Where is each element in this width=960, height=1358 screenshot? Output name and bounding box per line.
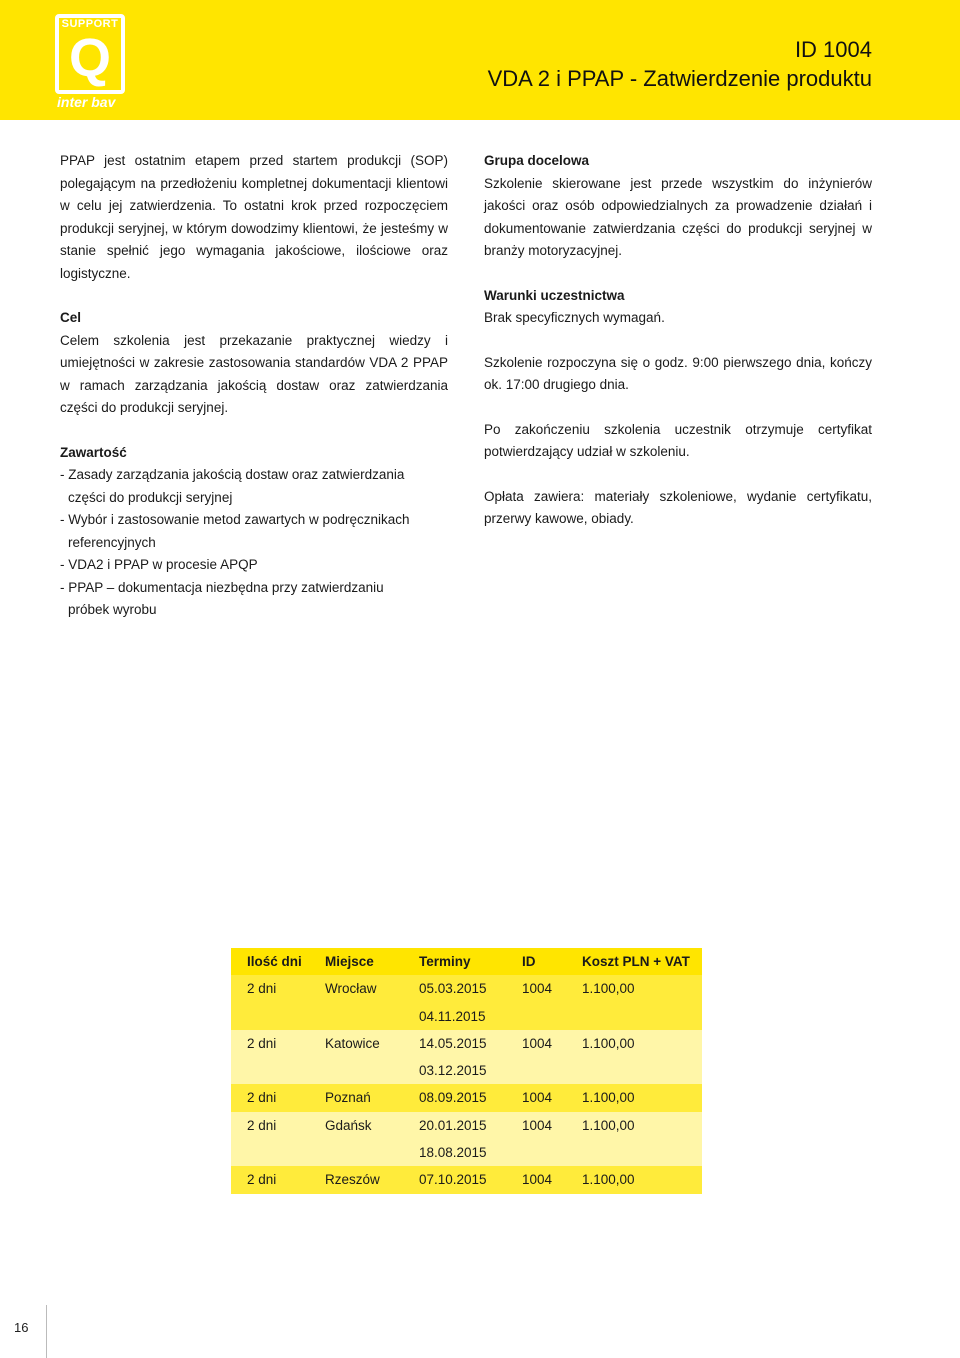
cell-days: 2 dni [247, 1035, 277, 1051]
conditions-paragraph: Brak specyficznych wymagań. [484, 310, 665, 325]
table-row [231, 1084, 702, 1111]
cell-days: 2 dni [247, 1117, 277, 1133]
target-heading: Grupa docelowa [484, 153, 590, 168]
cell-cost: 1.100,00 [582, 1090, 635, 1106]
support-q-logo [55, 14, 125, 112]
list-item: części do produkcji seryjnej [68, 489, 233, 505]
cell-date: 20.01.2015 [419, 1117, 487, 1133]
left-column [60, 150, 448, 622]
goal-paragraph: Celem szkolenia jest przekazanie praktycznej wiedzy i umiejętności w zakresie zastosowania standardów VDA 2 PPAP w ramach zarządzania jakością dostaw oraz zatwierdzania części do produkcji seryjnej. [60, 332, 448, 415]
cell-place: Rzeszów [325, 1172, 380, 1188]
header-cost: Koszt PLN + VAT [582, 954, 690, 969]
header-place: Miejsce [325, 954, 374, 969]
intro-paragraph: PPAP jest ostatnim etapem przed startem produkcji (SOP) polegającym na przedłożeniu kompletnej dokumentacji klientowi w celu jej zatwierdzenia. To ostatni krok przed rozpoczęciem produkcji seryjnej, w którym dowodzimy klientowi, że jesteśmy w stanie spełnić jego wymagania jakościowe, ilościowe oraz logistyczne. [60, 153, 448, 281]
cell-id: 1004 [522, 1090, 553, 1106]
goal-heading: Cel [60, 310, 82, 325]
logo-support-text: SUPPORT [61, 18, 119, 30]
table-row [231, 1057, 702, 1084]
cell-cost: 1.100,00 [582, 1172, 635, 1188]
table-row [231, 1030, 702, 1057]
page-title: VDA 2 i PPAP - Zatwierdzenie produktu [487, 66, 872, 91]
schedule-table [231, 948, 702, 1194]
cell-place: Katowice [325, 1035, 380, 1051]
list-item: - PPAP – dokumentacja niezbędna przy zatwierdzaniu [60, 579, 384, 595]
target-paragraph: Szkolenie skierowane jest przede wszystkim do inżynierów jakości oraz osób odpowiedzialnych za prowadzenie działań i dokumentowanie zatwierdzania części do produkcji seryjnej w branży motoryzacyjnej. [484, 175, 872, 258]
cell-cost: 1.100,00 [582, 1117, 635, 1133]
table-row [231, 1139, 702, 1166]
table-row [231, 1112, 702, 1139]
cell-id: 1004 [522, 981, 553, 997]
page-number: 16 [14, 1320, 29, 1335]
schedule-paragraph: Szkolenie rozpoczyna się o godz. 9:00 pierwszego dnia, kończy ok. 17:00 drugiego dnia. [484, 354, 872, 392]
table-row [231, 1166, 702, 1193]
list-item: próbek wyrobu [68, 602, 157, 617]
cell-place: Poznań [325, 1090, 371, 1106]
cell-place: Gdańsk [325, 1117, 372, 1133]
list-item: referencyjnych [68, 534, 156, 550]
fee-paragraph: Opłata zawiera: materiały szkoleniowe, wydanie certyfikatu, przerwy kawowe, obiady. [484, 488, 872, 526]
logo-brand-text: inter bav [57, 94, 116, 110]
certificate-paragraph: Po zakończeniu szkolenia uczestnik otrzymuje certyfikat potwierdzający udział w szkoleniu. [484, 421, 872, 459]
cell-date: 08.09.2015 [419, 1090, 487, 1106]
list-item: - VDA2 i PPAP w procesie APQP [60, 557, 258, 572]
header-banner [0, 0, 960, 120]
cell-id: 1004 [522, 1172, 553, 1188]
cell-id: 1004 [522, 1035, 553, 1051]
cell-days: 2 dni [247, 1090, 277, 1106]
header-id: ID [522, 954, 536, 969]
content-list [60, 464, 448, 622]
cell-date: 04.11.2015 [419, 1008, 486, 1024]
header-days: Ilość dni [247, 954, 302, 969]
cell-cost: 1.100,00 [582, 1035, 635, 1051]
list-item: - Zasady zarządzania jakością dostaw oraz zatwierdzania [60, 467, 405, 482]
cell-date: 07.10.2015 [419, 1172, 487, 1188]
cell-date: 05.03.2015 [419, 981, 487, 997]
cell-date: 14.05.2015 [419, 1035, 487, 1051]
table-row [231, 1003, 702, 1030]
table-row [231, 975, 702, 1002]
list-item: - Wybór i zastosowanie metod zawartych w podręcznikach [60, 512, 410, 527]
logo-q-letter: Q [68, 28, 111, 88]
cell-date: 18.08.2015 [419, 1145, 487, 1161]
cell-id: 1004 [522, 1117, 553, 1133]
course-id: ID 1004 [794, 37, 872, 62]
cell-days: 2 dni [247, 981, 277, 997]
header-dates: Terminy [419, 954, 471, 969]
conditions-heading: Warunki uczestnictwa [484, 287, 625, 303]
content-heading: Zawartość [60, 444, 127, 460]
table-header-row [231, 948, 702, 975]
title-block [488, 36, 872, 94]
cell-date: 03.12.2015 [419, 1063, 487, 1079]
cell-days: 2 dni [247, 1172, 277, 1188]
cell-place: Wrocław [325, 981, 377, 997]
cell-cost: 1.100,00 [582, 981, 635, 997]
right-column [484, 150, 872, 531]
